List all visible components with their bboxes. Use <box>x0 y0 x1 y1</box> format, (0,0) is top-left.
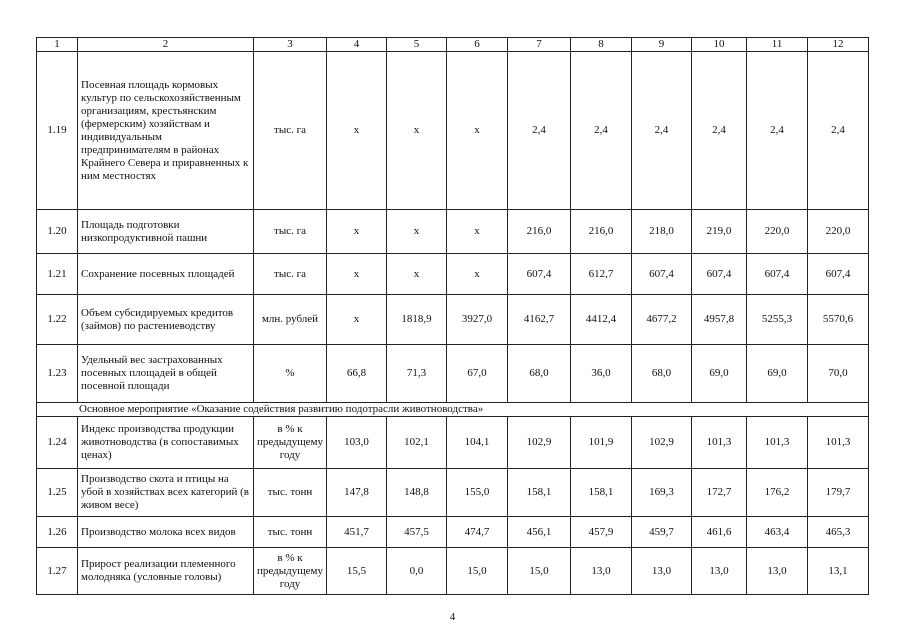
column-number-cell: 5 <box>387 38 447 52</box>
unit-cell: тыс. тонн <box>254 517 327 548</box>
indicator-name-cell: Прирост реализации племенного молодняка (условные головы) <box>78 548 254 595</box>
value-cell: 2,4 <box>692 52 747 210</box>
value-cell: 612,7 <box>571 254 632 295</box>
value-cell: х <box>327 210 387 254</box>
value-cell: х <box>387 210 447 254</box>
indicator-name-cell: Объем субсидируемых кредитов (займов) по растениеводству <box>78 295 254 345</box>
row-number-cell: 1.23 <box>37 345 78 403</box>
table-row <box>37 210 869 254</box>
indicator-name-cell: Площадь подготовки низкопродуктивной пашни <box>78 210 254 254</box>
column-number-cell: 2 <box>78 38 254 52</box>
value-cell: х <box>327 254 387 295</box>
row-number-cell: 1.24 <box>37 417 78 469</box>
value-cell: 461,6 <box>692 517 747 548</box>
value-cell: 104,1 <box>447 417 508 469</box>
value-cell: 15,0 <box>447 548 508 595</box>
value-cell: 5570,6 <box>808 295 869 345</box>
value-cell: 607,4 <box>692 254 747 295</box>
value-cell: 219,0 <box>692 210 747 254</box>
value-cell: 607,4 <box>808 254 869 295</box>
value-cell: 169,3 <box>632 469 692 517</box>
value-cell: 158,1 <box>508 469 571 517</box>
row-number-cell: 1.25 <box>37 469 78 517</box>
column-number-cell: 9 <box>632 38 692 52</box>
value-cell: х <box>447 52 508 210</box>
column-number-cell: 8 <box>571 38 632 52</box>
value-cell: 4162,7 <box>508 295 571 345</box>
value-cell: 2,4 <box>747 52 808 210</box>
value-cell: 474,7 <box>447 517 508 548</box>
value-cell: 101,3 <box>692 417 747 469</box>
table-row <box>37 548 869 595</box>
row-number-cell: 1.19 <box>37 52 78 210</box>
value-cell: 101,9 <box>571 417 632 469</box>
column-number-cell: 7 <box>508 38 571 52</box>
value-cell: 607,4 <box>632 254 692 295</box>
value-cell: 216,0 <box>571 210 632 254</box>
unit-cell: в % к предыдущему году <box>254 417 327 469</box>
column-number-cell: 12 <box>808 38 869 52</box>
value-cell: 101,3 <box>747 417 808 469</box>
indicator-name-cell: Посевная площадь кормовых культур по сельскохозяйственным организациям, крестьянским (фермерским) хозяйствам и индивидуальным предпринимателям в районах Крайнего Севера и приравненных к ним местностях <box>78 52 254 210</box>
value-cell: 15,0 <box>508 548 571 595</box>
value-cell: 155,0 <box>447 469 508 517</box>
value-cell: 0,0 <box>387 548 447 595</box>
value-cell: 69,0 <box>747 345 808 403</box>
value-cell: 158,1 <box>571 469 632 517</box>
value-cell: 68,0 <box>632 345 692 403</box>
value-cell: 5255,3 <box>747 295 808 345</box>
unit-cell: тыс. га <box>254 254 327 295</box>
value-cell: 457,9 <box>571 517 632 548</box>
column-number-cell: 10 <box>692 38 747 52</box>
value-cell: 218,0 <box>632 210 692 254</box>
value-cell: 101,3 <box>808 417 869 469</box>
value-cell: 1818,9 <box>387 295 447 345</box>
value-cell: 67,0 <box>447 345 508 403</box>
section-row <box>37 403 869 417</box>
value-cell: 69,0 <box>692 345 747 403</box>
value-cell: х <box>447 254 508 295</box>
value-cell: 36,0 <box>571 345 632 403</box>
value-cell: 102,9 <box>508 417 571 469</box>
value-cell: х <box>447 210 508 254</box>
value-cell: 451,7 <box>327 517 387 548</box>
indicators-table <box>36 37 869 595</box>
value-cell: 66,8 <box>327 345 387 403</box>
value-cell: 147,8 <box>327 469 387 517</box>
value-cell: х <box>387 254 447 295</box>
unit-cell: % <box>254 345 327 403</box>
indicator-name-cell: Удельный вес застрахованных посевных площадей в общей посевной площади <box>78 345 254 403</box>
unit-cell: в % к предыдущему году <box>254 548 327 595</box>
section-title: Основное мероприятие «Оказание содействия развитию подотрасли животноводства» <box>37 403 869 417</box>
value-cell: 2,4 <box>571 52 632 210</box>
value-cell: 103,0 <box>327 417 387 469</box>
table-row <box>37 417 869 469</box>
indicator-name-cell: Сохранение посевных площадей <box>78 254 254 295</box>
value-cell: 2,4 <box>508 52 571 210</box>
value-cell: 607,4 <box>508 254 571 295</box>
value-cell: 220,0 <box>747 210 808 254</box>
value-cell: 216,0 <box>508 210 571 254</box>
header-row <box>37 38 869 52</box>
table-row <box>37 469 869 517</box>
table-row <box>37 517 869 548</box>
value-cell: 3927,0 <box>447 295 508 345</box>
value-cell: 2,4 <box>632 52 692 210</box>
value-cell: 13,0 <box>632 548 692 595</box>
column-number-cell: 6 <box>447 38 508 52</box>
indicator-name-cell: Индекс производства продукции животноводства (в сопоставимых ценах) <box>78 417 254 469</box>
value-cell: 102,9 <box>632 417 692 469</box>
value-cell: 4677,2 <box>632 295 692 345</box>
table-row <box>37 254 869 295</box>
value-cell: 176,2 <box>747 469 808 517</box>
table-row <box>37 295 869 345</box>
value-cell: х <box>387 52 447 210</box>
value-cell: 463,4 <box>747 517 808 548</box>
value-cell: 456,1 <box>508 517 571 548</box>
value-cell: 13,0 <box>747 548 808 595</box>
value-cell: 68,0 <box>508 345 571 403</box>
value-cell: 70,0 <box>808 345 869 403</box>
value-cell: 457,5 <box>387 517 447 548</box>
value-cell: 607,4 <box>747 254 808 295</box>
column-number-cell: 11 <box>747 38 808 52</box>
column-number-cell: 4 <box>327 38 387 52</box>
value-cell: 15,5 <box>327 548 387 595</box>
value-cell: 13,0 <box>692 548 747 595</box>
unit-cell: тыс. тонн <box>254 469 327 517</box>
value-cell: 13,0 <box>571 548 632 595</box>
value-cell: 13,1 <box>808 548 869 595</box>
value-cell: 172,7 <box>692 469 747 517</box>
value-cell: 71,3 <box>387 345 447 403</box>
value-cell: 102,1 <box>387 417 447 469</box>
indicator-name-cell: Производство скота и птицы на убой в хозяйствах всех категорий (в живом весе) <box>78 469 254 517</box>
value-cell: 179,7 <box>808 469 869 517</box>
table-row <box>37 52 869 210</box>
row-number-cell: 1.21 <box>37 254 78 295</box>
value-cell: 459,7 <box>632 517 692 548</box>
value-cell: 2,4 <box>808 52 869 210</box>
value-cell: 465,3 <box>808 517 869 548</box>
row-number-cell: 1.27 <box>37 548 78 595</box>
page-number: 4 <box>449 611 456 623</box>
row-number-cell: 1.26 <box>37 517 78 548</box>
value-cell: х <box>327 52 387 210</box>
value-cell: 4412,4 <box>571 295 632 345</box>
unit-cell: млн. рублей <box>254 295 327 345</box>
unit-cell: тыс. га <box>254 210 327 254</box>
table-row <box>37 345 869 403</box>
value-cell: х <box>327 295 387 345</box>
value-cell: 220,0 <box>808 210 869 254</box>
row-number-cell: 1.22 <box>37 295 78 345</box>
value-cell: 148,8 <box>387 469 447 517</box>
value-cell: 4957,8 <box>692 295 747 345</box>
unit-cell: тыс. га <box>254 52 327 210</box>
row-number-cell: 1.20 <box>37 210 78 254</box>
column-number-cell: 1 <box>37 38 78 52</box>
column-number-cell: 3 <box>254 38 327 52</box>
indicator-name-cell: Производство молока всех видов <box>78 517 254 548</box>
